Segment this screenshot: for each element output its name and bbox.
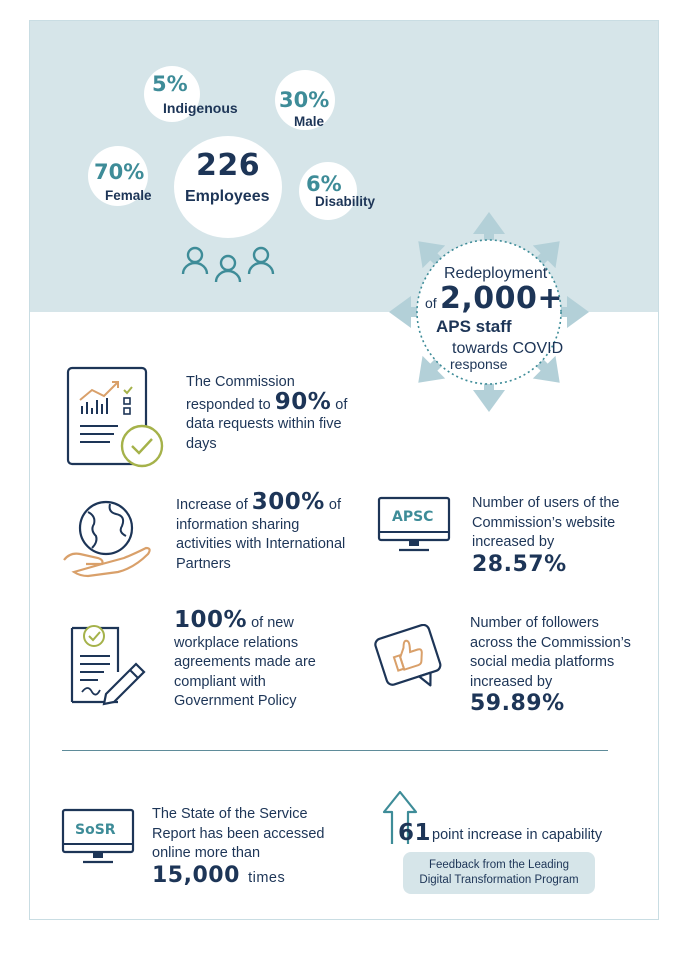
sosr-highlight-line [152,862,332,889]
website-before: Number of users of the Commission’s website increased by [472,495,620,550]
indigenous-value: 5% [152,72,188,96]
male-value: 30% [279,88,330,112]
data-requests-highlight: 90% [274,388,332,415]
data-requests-before: The Commission responded to [186,374,295,413]
data-requests-after: of data requests within five days [186,396,348,452]
redeployment-number: 2,000+ [440,281,564,316]
agreements-highlight: 100% [174,607,248,633]
female-value: 70% [94,160,145,184]
info-sharing-text [176,489,346,574]
disability-value: 6% [306,172,342,196]
sosr-icon-text: SoSR [75,822,116,838]
capability-highlight: 61 [398,820,432,846]
sosr-highlight: 15,000 [152,862,240,888]
document-check-pen-icon [68,622,148,706]
section-divider [62,750,608,751]
apsc-icon-text: APSC [392,509,434,525]
monitor-icon [377,496,451,554]
male-label: Male [294,114,325,129]
followers-text [470,614,640,714]
redeployment-line5: response [450,356,508,372]
employees-value: 226 [196,148,261,183]
info-sharing-highlight: 300% [251,489,325,515]
data-requests-text [186,373,356,454]
info-sharing-after: of information sharing activities with International Partners [176,497,346,572]
website-text [472,494,632,577]
sosr-before: The State of the Service Report has been accessed online more than [152,806,325,861]
website-highlight: 28.57% [472,551,567,577]
redeployment-staff: APS staff [436,317,512,336]
globe-hand-icon [62,498,152,584]
redeployment-line4: towards COVID [452,340,564,357]
redeployment-prefix: of [425,295,437,311]
sosr-text [152,805,332,888]
redeployment-line1: Redeployment [444,265,548,282]
agreements-after: of new workplace relations agreements made are compliant with Government Policy [174,615,316,709]
indigenous-label: Indigenous [163,100,238,116]
disability-label: Disability [315,194,376,209]
followers-before: Number of followers across the Commission’s social media platforms increased by [470,615,631,690]
capability-note-text: Feedback from the Leading Digital Transformation Program [419,859,579,886]
people-icon [180,244,276,288]
thumbs-up-chat-icon [373,624,449,694]
analytics-report-icon [66,366,166,470]
capability-text: point increase in capability [432,827,603,843]
employees-label: Employees [185,188,270,205]
agreements-text [174,607,344,712]
sosr-after: times [248,869,286,886]
female-label: Female [105,188,152,203]
info-sharing-before: Increase of [176,497,248,513]
capability-note [403,852,595,894]
followers-highlight: 59.89% [470,691,565,716]
